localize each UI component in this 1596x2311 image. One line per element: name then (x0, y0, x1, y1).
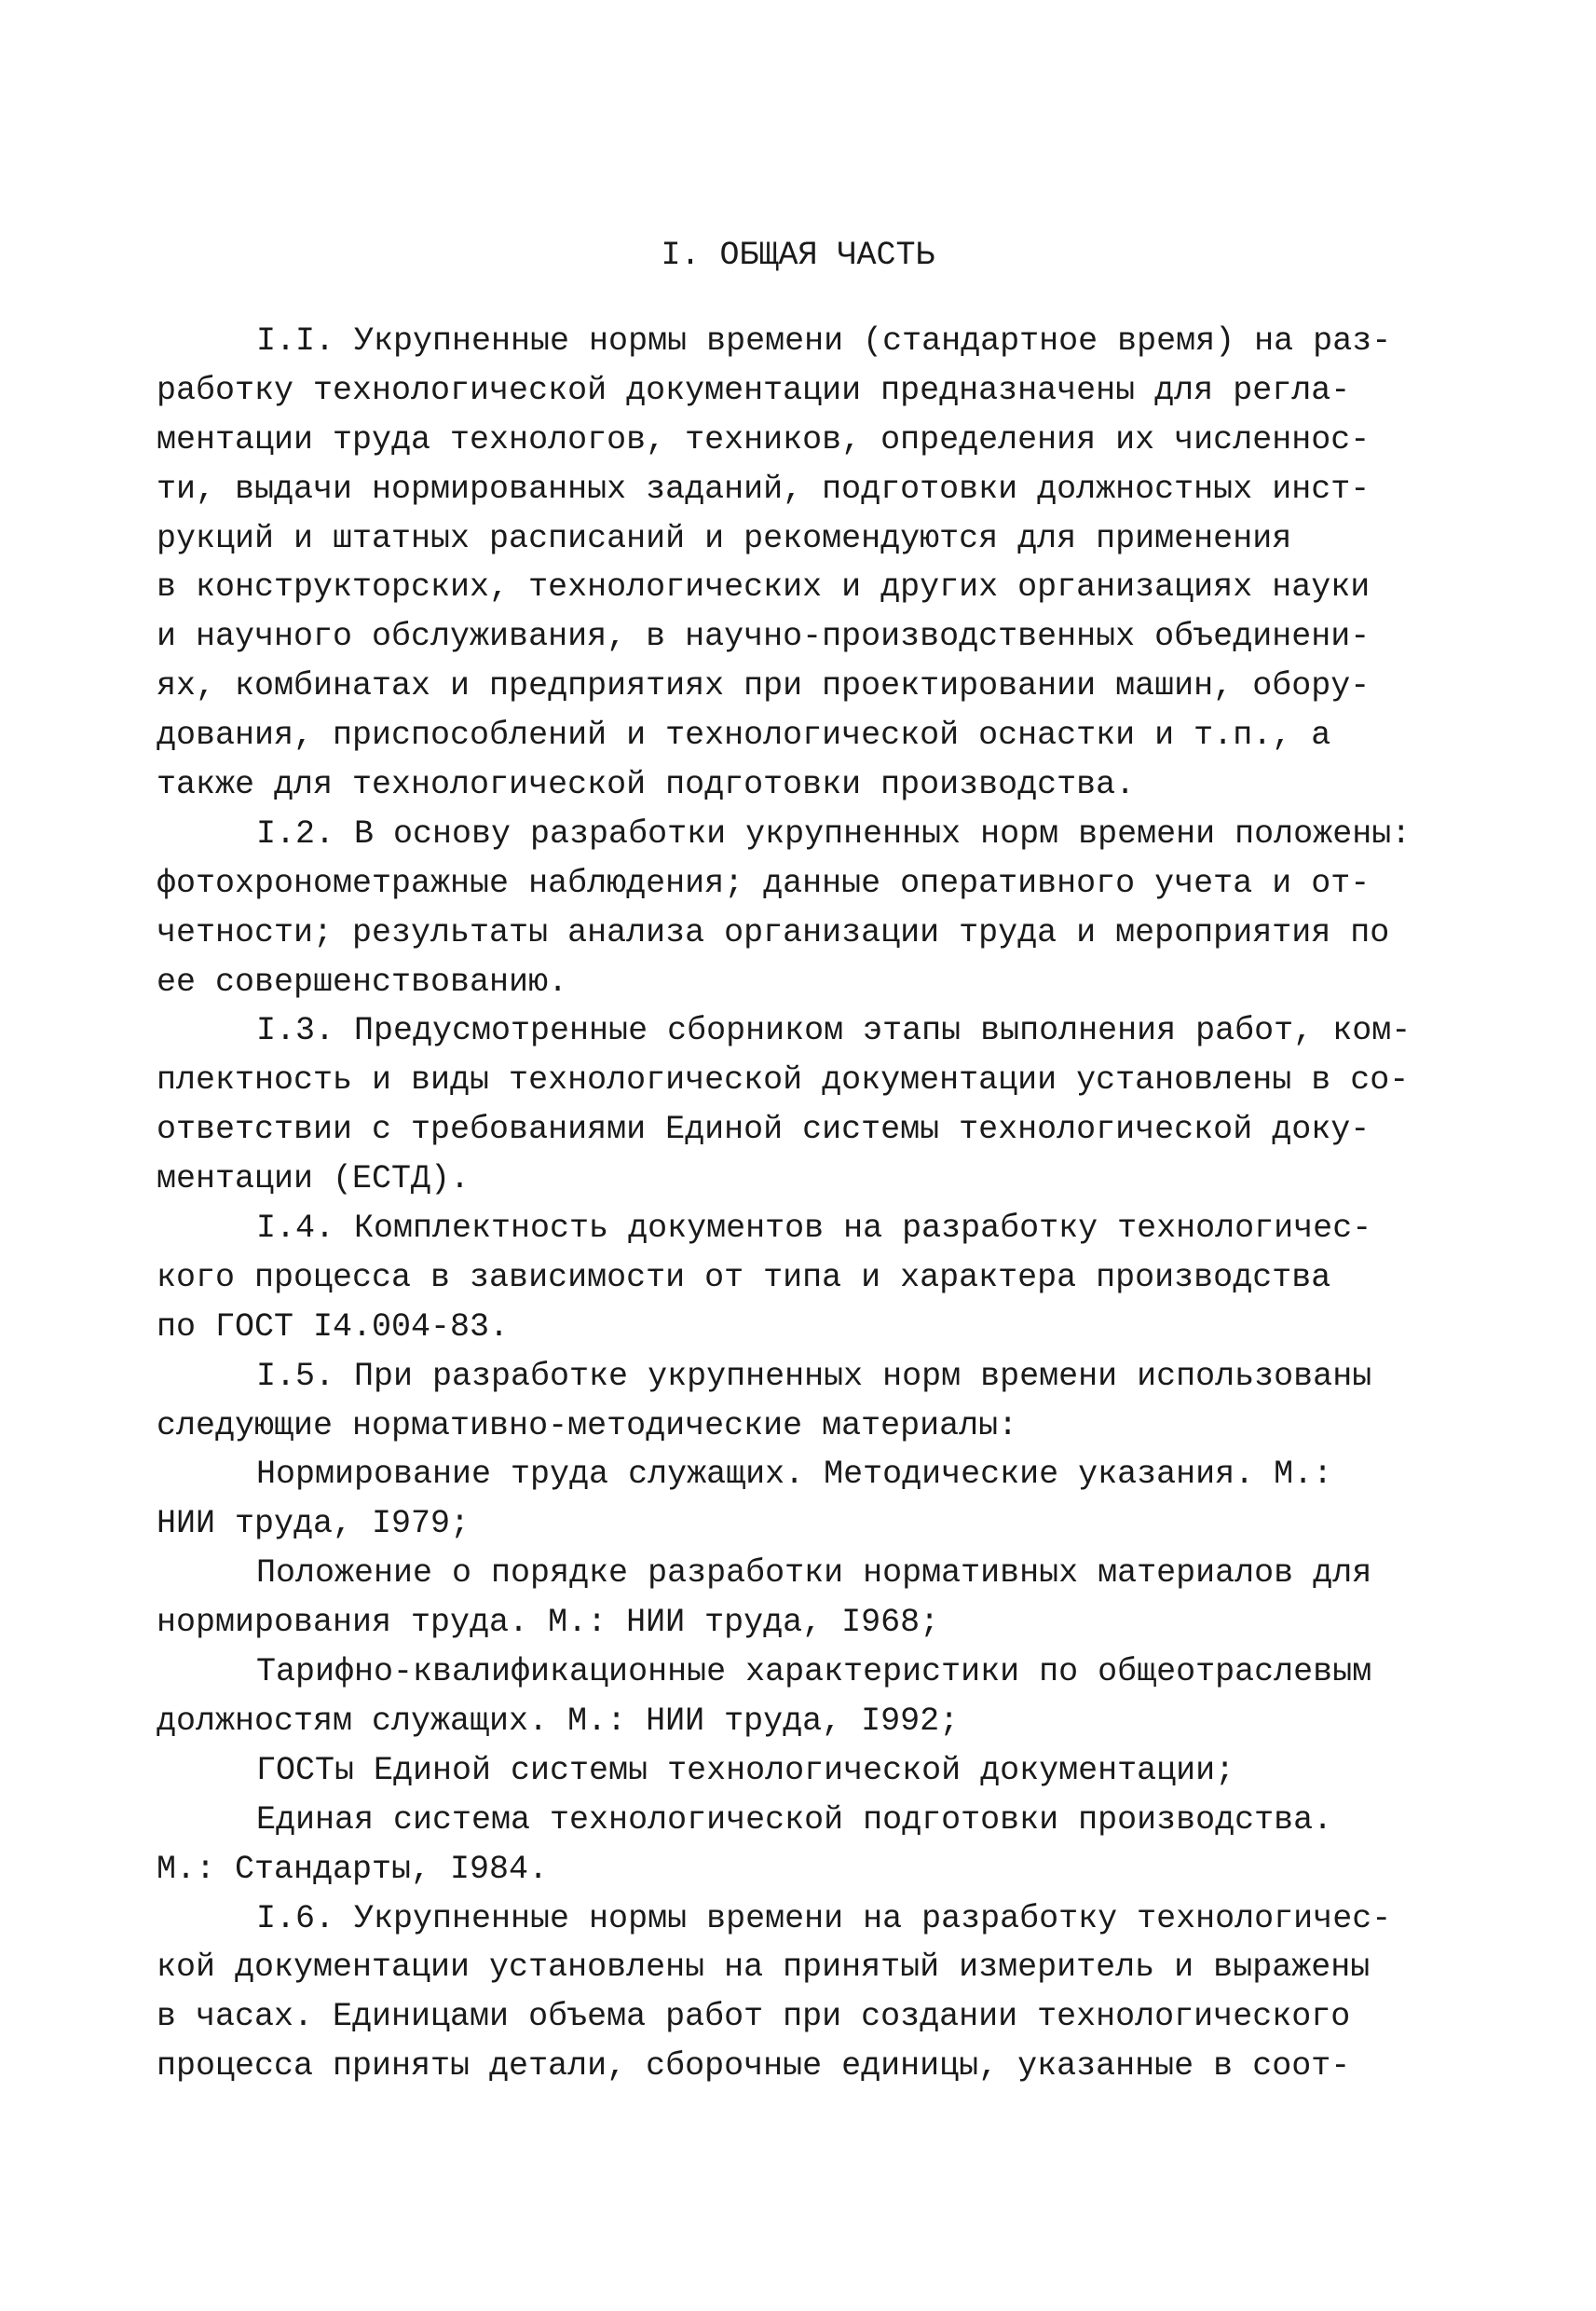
text-line: НИИ труда, I979; (157, 1505, 471, 1543)
text-line: ее совершенствованию. (157, 963, 568, 1001)
text-line: Тарифно-квалификационные характеристики по общеотраслевым (256, 1653, 1372, 1691)
text-line: ГОСТы Единой системы технологической документации; (256, 1751, 1235, 1789)
text-line: I.5. При разработке укрупненных норм времени использованы (256, 1357, 1372, 1395)
text-line: процесса приняты детали, сборочные единицы, указанные в соот- (157, 2047, 1351, 2085)
text-line: также для технологической подготовки производства. (157, 766, 1136, 804)
text-line: и научного обслуживания, в научно-производственных объединени- (157, 618, 1371, 656)
text-line: I.3. Предусмотренные сборником этапы выполнения работ, ком- (256, 1012, 1412, 1050)
text-line: I.2. В основу разработки укрупненных норм времени положены: (256, 814, 1412, 853)
text-line: по ГОСТ I4.004-83. (157, 1307, 510, 1346)
text-line: плектность и виды технологической документации установлены в со- (157, 1061, 1410, 1100)
text-line: дования, приспособлений и технологической оснастки и т.п., а (157, 717, 1331, 755)
text-line: Единая система технологической подготовки производства. (256, 1800, 1333, 1839)
text-line: должностям служащих. М.: НИИ труда, I992; (157, 1702, 960, 1740)
text-line: I.6. Укрупненные нормы времени на разработку технологичес- (256, 1899, 1392, 1937)
text-line: ти, выдачи нормированных заданий, подготовки должностных инст- (157, 470, 1371, 508)
text-line: Положение о порядке разработки нормативных материалов для (256, 1554, 1372, 1593)
text-line: рукций и штатных расписаний и рекомендуются для применения (157, 519, 1292, 557)
text-line: М.: Стандарты, I984. (157, 1850, 549, 1888)
text-line: кого процесса в зависимости от типа и характера производства (157, 1258, 1331, 1296)
text-line: ответствии с требованиями Единой системы технологической доку- (157, 1111, 1371, 1149)
text-line: следующие нормативно-методические материалы: (157, 1406, 1018, 1444)
text-line: кой документации установлены на принятый измеритель и выражены (157, 1949, 1371, 1987)
text-line: четности; результаты анализа организации труда и мероприятия по (157, 913, 1390, 951)
section-heading: I. ОБЩАЯ ЧАСТЬ (661, 237, 935, 274)
section-body (157, 317, 1498, 2091)
text-line: ментации труда технологов, техников, определения их численнос- (157, 420, 1371, 458)
text-line: в часах. Единицами объема работ при создании технологического (157, 1998, 1351, 2036)
text-line: фотохронометражные наблюдения; данные оперативного учета и от- (157, 864, 1371, 902)
text-line: в конструкторских, технологических и других организациях науки (157, 568, 1371, 607)
text-line: I.I. Укрупненные нормы времени (стандартное время) на раз- (256, 322, 1392, 360)
text-line: нормирования труда. М.: НИИ труда, I968; (157, 1604, 940, 1642)
text-line: I.4. Комплектность документов на разработку технологичес- (256, 1210, 1372, 1248)
text-line: ях, комбинатах и предприятиях при проектировании машин, обору- (157, 667, 1371, 705)
text-line: Нормирование труда служащих. Методические указания. М.: (256, 1456, 1333, 1494)
text-line: работку технологической документации предназначены для регла- (157, 371, 1351, 409)
text-line: ментации (ЕСТД). (157, 1160, 471, 1198)
